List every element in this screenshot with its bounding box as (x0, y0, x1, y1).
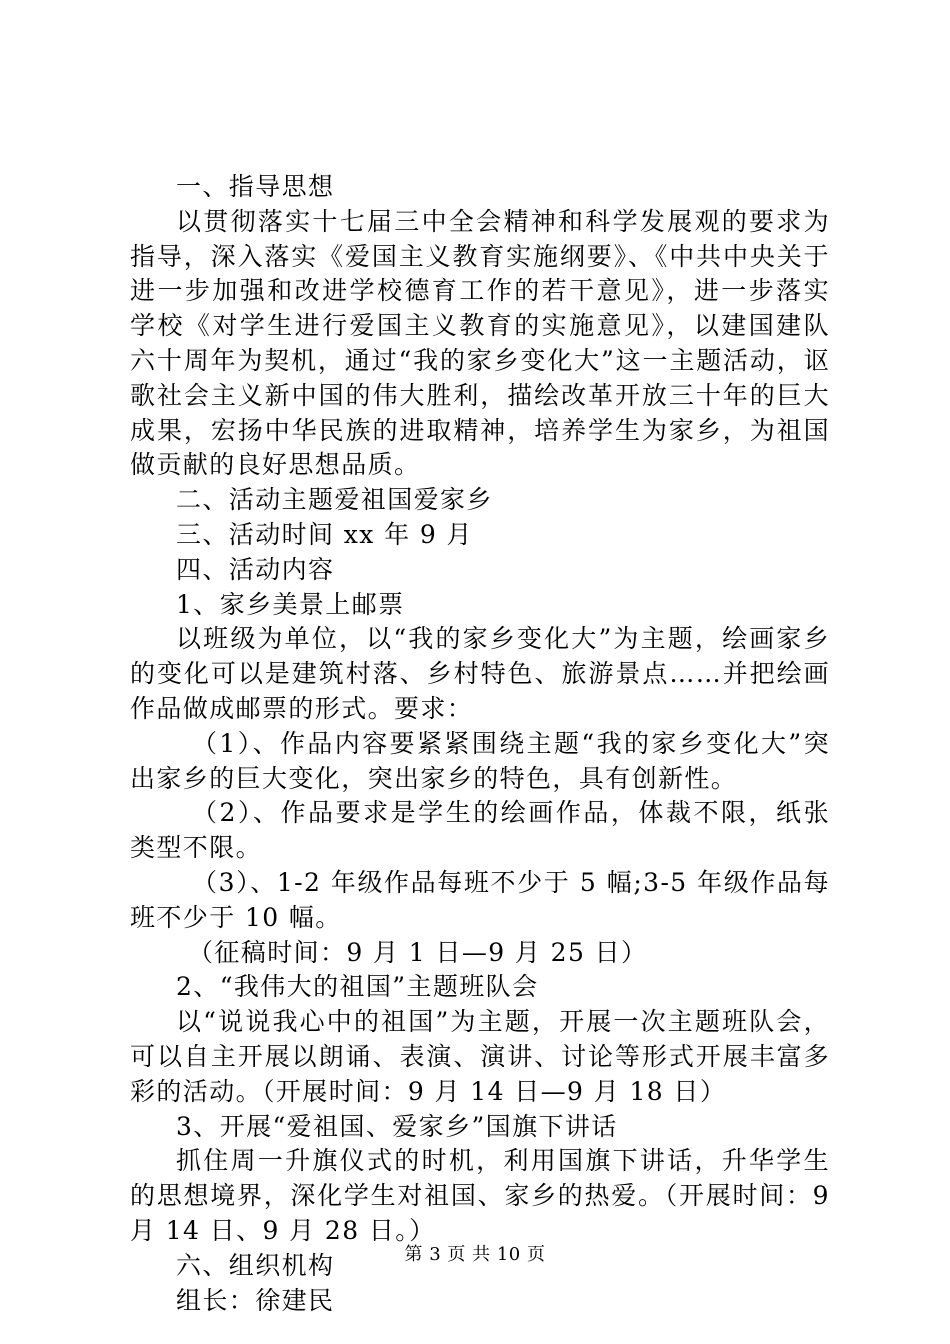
page-number-footer: 第 3 页 共 10 页 (404, 1244, 546, 1265)
item-heading-stamps: 1、家乡美景上邮票 (176, 589, 405, 619)
requirement-2: （2）、作品要求是学生的绘画作品，体裁不限，纸张类型不限。 (130, 798, 830, 863)
item-heading-flag-speech: 3、开展“爱祖国、爱家乡”国旗下讲话 (176, 1111, 618, 1141)
section-heading-content: 四、活动内容 (176, 554, 335, 584)
item-heading-class-meeting: 2、“我伟大的祖国”主题班队会 (176, 972, 539, 1002)
leader-line: 组长：徐建民 (176, 1285, 335, 1315)
section-heading-time: 三、活动时间 xx 年 9 月 (176, 519, 473, 549)
section-heading-organization: 六、组织机构 (176, 1250, 335, 1280)
requirement-3: （3）、1-2 年级作品每班不少于 5 幅;3-5 年级作品每班不少于 10 幅。 (130, 867, 830, 932)
section-heading-guiding-ideology: 一、指导思想 (176, 172, 335, 201)
paragraph-stamps: 以班级为单位，以“我的家乡变化大”为主题，绘画家乡的变化可以是建筑村落、乡村特色、旅游景点……并把绘画作品做成邮票的形式。要求： (130, 624, 830, 723)
document-body (130, 170, 830, 1318)
paragraph-class-meeting: 以“说说我心中的祖国”为主题，开展一次主题班队会，可以自主开展以朗诵、表演、演讲、讨论等形式开展丰富多彩的活动。（开展时间：9 月 14 日—9 月 18 日） (130, 1007, 830, 1106)
section-heading-theme: 二、活动主题爱祖国爱家乡 (176, 485, 493, 515)
submission-period-note: （征稿时间：9 月 1 日—9 月 25 日） (188, 937, 648, 967)
paragraph-guiding-ideology: 以贯彻落实十七届三中全会精神和科学发展观的要求为指导，深入落实《爱国主义教育实施纲要》、《中共中央关于进一步加强和改进学校德育工作的若干意见》，进一步落实学校《对学生进行爱国主义教育的实施意见》，以建国建队六十周年为契机，通过“我的家乡变化大”这一主题活动，讴歌社会主义新中国的伟大胜利，描绘改革开放三十年的巨大成果，宏扬中华民族的进取精神，培养学生为家乡，为祖国做贡献的良好思想品质。 (130, 206, 830, 480)
requirement-1: （1）、作品内容要紧紧围绕主题“我的家乡变化大”突出家乡的巨大变化，突出家乡的特色，具有创新性。 (130, 728, 830, 793)
paragraph-flag-speech: 抓住周一升旗仪式的时机，利用国旗下讲话，升华学生的思想境界，深化学生对祖国、家乡的热爱。（开展时间：9 月 14 日、9 月 28 日。） (130, 1146, 830, 1245)
